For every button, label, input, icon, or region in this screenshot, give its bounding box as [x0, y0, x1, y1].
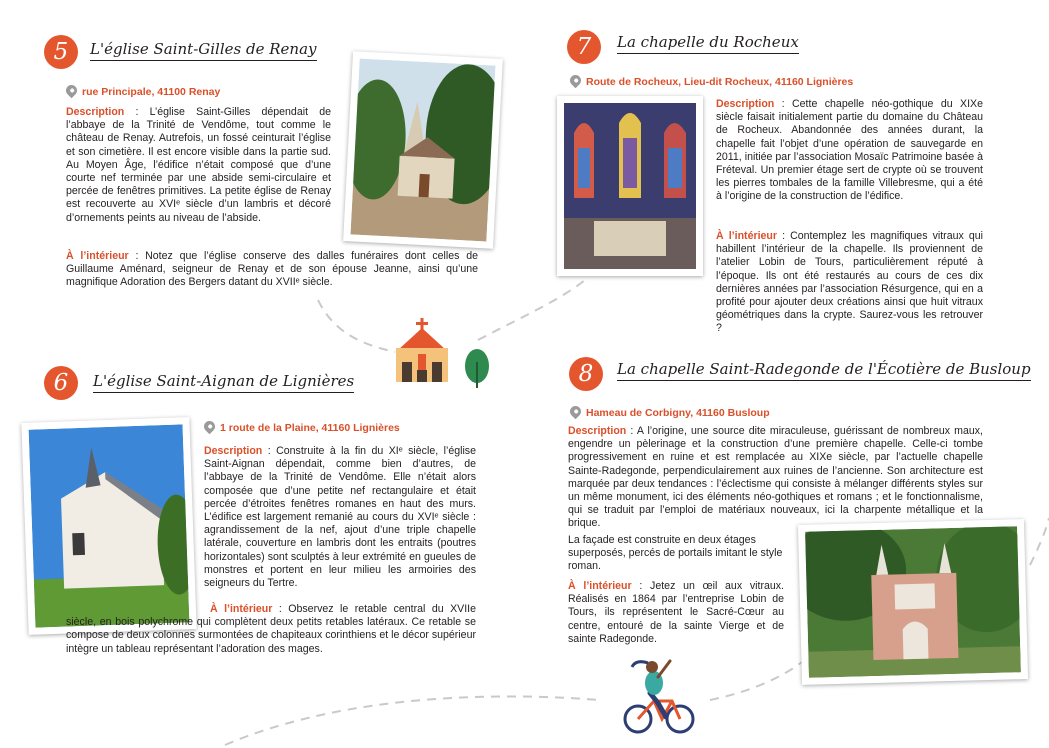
interior-text-5: : Notez que l’église conserve des dalles funéraires dont celles de Guillaume Aménard, seigneur de Renay et de son épouse Jeanne, ainsi qu’une magnifique Adoration des Bergers datant du XVIIᵉ siècle.: [66, 250, 478, 289]
description-6: [204, 445, 476, 590]
address-5: [66, 84, 220, 98]
description-label-5: Description: [66, 106, 125, 118]
description-7: [716, 98, 983, 204]
interior-text-8: : Jetez un œil aux vitraux. Réalisés en 1864 par l’entreprise Lobin de Tours, ils représentent le Sacré-Cœur au centre, entouré de la sainte Vierge et de sainte Radegonde.: [568, 580, 784, 645]
interior-label-6: À l’intérieur: [210, 603, 273, 615]
interior-6: [66, 603, 476, 656]
interior-label-8: À l’intérieur: [568, 580, 632, 592]
address-text-8: Hameau de Corbigny, 41160 Busloup: [586, 407, 770, 419]
description-5: [66, 106, 331, 225]
section-number-6: 6: [44, 366, 78, 400]
description-text-7: : Cette chapelle néo-gothique du XIXe siècle faisait initialement partie du domaine du Château de Rocheux. Abandonnée des années durant, la chapelle fait l’objet d’une opération de sauvegarde en 2011, initiée par l’association Mosaïc Patrimoine basée à Fréteval. Un premier étage sert de crypte où se trouvent les pierres tombales de la famille Villebresme, qui a été à l’origine de la construction de l’édifice.: [716, 98, 983, 203]
interior-7: [568, 230, 983, 336]
interior-8: [568, 580, 784, 646]
description-text-6: : Construite à la fin du XIᵉ siècle, l’église Saint-Aignan dépendait, comme bien d’autres, de l’abbaye de la Trinité de Vendôme. Elle n’était alors composée que d’une petite nef rectangulaire et était percée d’étroites fenêtres romanes en haut des murs. L’édifice est largement remanié au cours du XVIᵉ siècle : agrandissement de la nef, ajout d’une triple chapelle latérale, couverture en lambris dont les entraits (poutres horizontales) sont sculptés à leur extrémité en gueules de monstres et portent en leur milieu les armoiries des seigneurs du Tertre.: [204, 445, 476, 590]
section-number-5: 5: [44, 35, 78, 69]
description-8-continued: La façade est construite en deux étages superposés, percés de portails imitant le style roman.: [568, 534, 783, 573]
description-text-8: : A l’origine, une source dite miraculeuse, guérissant de nombreux maux, engendre un pèlerinage et la construction d’une première chapelle. Celle-ci tombe progressivement en ruine et est remplacée au XIXe siècle, par l’actuelle chapelle Sainte-Radegonde, perpendiculairement aux ruines de l’ancienne. Son architecture est marquée par deux tendances : l’éclectisme qui consiste à mélanger différents styles sur un même monument, ici des éléments néo-gothiques et romans ; et le fonctionnalisme, qui se traduit par l’emploi de matériaux nouveaux, ici la charpente métallique et la brique.: [568, 425, 983, 530]
description-label-6: Description: [204, 445, 263, 457]
section-number-7: 7: [567, 30, 601, 64]
address-text-5: rue Principale, 41100 Renay: [82, 86, 221, 98]
photo-chapelle-radegonde: [798, 519, 1028, 685]
description-label-7: Description: [716, 98, 775, 110]
interior-5: [66, 250, 478, 290]
tree-icon: [464, 348, 490, 388]
description-text-5: : L’église Saint-Gilles dépendait de l’abbaye de la Trinité de Vendôme, tout comme le château de Renay. Autrefois, un fossé ceinturait l’église et son cimetière. Il est encore visible dans la partie sud. Au Moyen Âge, l’édifice n’était composé que d’une courte nef terminée par une abside semi-circulaire et percée de fenêtres primitives. La petite église de Renay est recouverte au XVIᵉ siècle d’un lambris et décoré d’ornements peints au niveau de l’abside.: [66, 106, 331, 224]
location-pin-icon: [568, 404, 584, 420]
interior-label-7: À l’intérieur: [716, 230, 778, 242]
description-8: [568, 425, 983, 531]
address-8: [570, 405, 770, 419]
section-number-8: 8: [569, 357, 603, 391]
location-pin-icon: [64, 83, 80, 99]
interior-text-7: : Contemplez les magnifiques vitraux qui habillent l’intérieur de la chapelle. Ils proviennent de l’atelier Lobin de Tours, particulièrement réputé à l’époque. Ils ont été restaurés au cours de ces dix dernières années par l’association Résurgence, qui en a profité pour ajouter deux créations ainsi que huit vitraux géométriques dans la crypte. Saurez-vous les retrouver ?: [716, 230, 983, 335]
chapel-photo-illustration: [805, 526, 1021, 677]
photo-eglise-renay: [343, 51, 503, 249]
section-title-8: La chapelle Saint-Radegonde de l'Écotière de Busloup: [617, 360, 1031, 381]
interior-label-5: À l’intérieur: [66, 250, 129, 262]
interior-text-6: : Observez le retable central du XVIIe siècle, en bois polychrome qui complètent deux petits retables latéraux. Ce retable se compose de deux colonnes surmontées de chapiteaux corinthiens et le décor supérieur intègre un tableau représentant l’adoration des mages.: [66, 603, 476, 655]
church-icon: [390, 318, 454, 384]
church-photo-illustration: [350, 59, 495, 242]
cyclist-icon: [622, 655, 698, 737]
section-title-5: L'église Saint-Gilles de Renay: [90, 40, 317, 61]
address-text-6: 1 route de la Plaine, 41160 Lignières: [220, 422, 400, 434]
section-title-6: L'église Saint-Aignan de Lignières: [93, 372, 354, 393]
location-pin-icon: [202, 419, 218, 435]
address-7: [570, 74, 853, 88]
description-label-8: Description: [568, 425, 627, 437]
section-title-7: La chapelle du Rocheux: [617, 33, 799, 54]
address-6: [204, 420, 400, 434]
address-text-7: Route de Rocheux, Lieu-dit Rocheux, 41160 Lignières: [586, 76, 854, 88]
location-pin-icon: [568, 73, 584, 89]
church-photo-illustration: [29, 424, 190, 627]
